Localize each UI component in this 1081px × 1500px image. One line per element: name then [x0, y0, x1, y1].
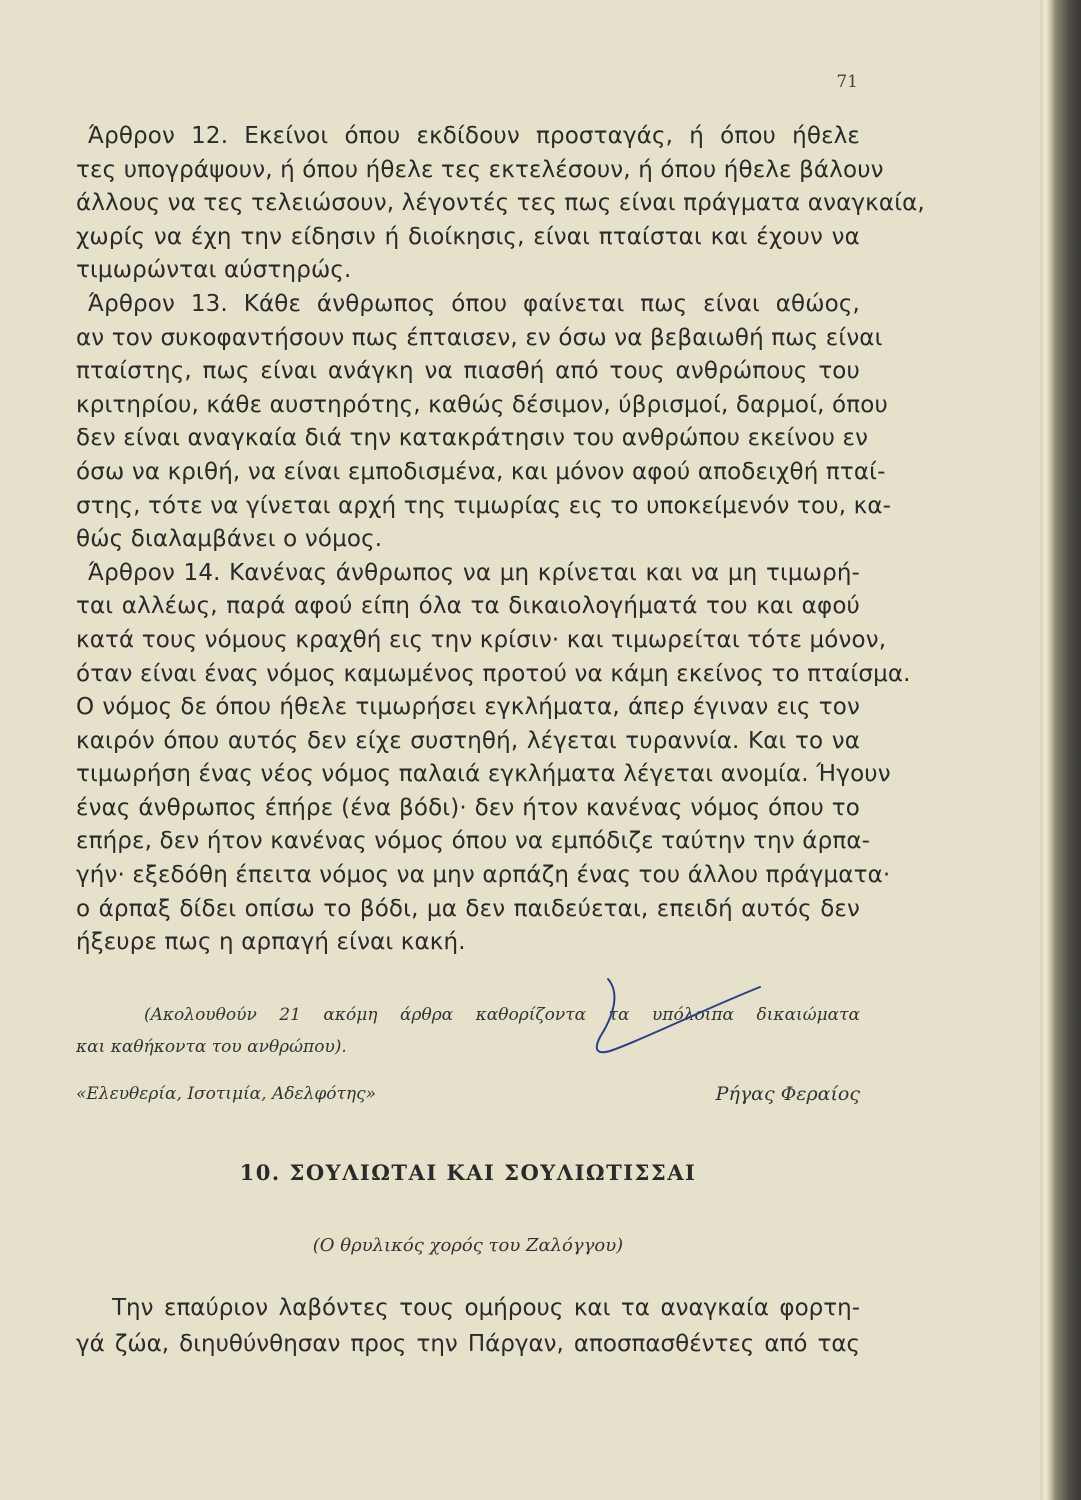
text-line: τιμωρώνται αύστηρώς. — [76, 257, 352, 284]
editor-note-continued: και καθήκοντα του ανθρώπου). — [76, 1037, 347, 1057]
articles-text — [76, 120, 925, 960]
chapter-title: 10. ΣΟΥΛΙΩΤΑΙ ΚΑΙ ΣΟΥΛΙΩΤΙΣΣΑΙ — [239, 1160, 697, 1185]
text-line: Την επαύριον λαβόντες τους ομήρους και τα αναγκαία φορτη- — [112, 1295, 860, 1321]
text-line: γήν· εξεδόθη έπειτα νόμος να μην αρπάζη ένας του άλλου πράγματα· — [76, 862, 891, 889]
text-line: δεν είναι αναγκαία διά την κατακράτησιν του ανθρώπου εκείνου εν — [76, 425, 869, 452]
text-line: όταν είναι ένας νόμος καμωμένος προτού να κάμη εκείνος το πταίσμα. — [76, 660, 911, 687]
text-line: καιρόν όπου αυτός δεν είχε συστηθή, λέγεται τυραννία. Και το να — [76, 727, 860, 754]
text-line: Άρθρον 12. Εκείνοι όπου εκδίδουν προσταγάς, ή όπου ήθελε — [88, 123, 860, 149]
text-line: κριτηρίου, κάθε αυστηρότης, καθώς δέσιμον, ύβρισμοί, δαρμοί, όπου — [76, 391, 888, 418]
text-line: αν τον συκοφαντήσουν πως έπταισεν, εν όσω να βεβαιωθή πως είναι — [76, 324, 883, 351]
text-line: τιμωρήση ένας νέος νόμος παλαιά εγκλήματα λέγεται ανομία. Ήγουν — [76, 761, 891, 788]
text-line: ήξευρε πως η αρπαγή είναι κακή. — [76, 929, 466, 956]
book-edge — [1040, 0, 1081, 1500]
text-line: Άρθρον 13. Κάθε άνθρωπος όπου φαίνεται πως είναι αθώος, — [88, 290, 860, 317]
text-line: άλλους να τες τελειώσουν, λέγοντές τες πως είναι πράγματα αναγκαία, — [76, 190, 925, 217]
text-line: κατά τους νόμους κραχθή εις την κρίσιν· και τιμωρείται τότε μόνον, — [76, 626, 887, 653]
motto: «Ελευθερία, Ισοτιμία, Αδελφότης» — [76, 1084, 377, 1104]
author-signature: Ρήγας Φεραίος — [715, 1083, 860, 1105]
text-line: γά ζώα, διηυθύνθησαν προς την Πάργαν, αποσπασθέντες από τας — [76, 1331, 860, 1357]
text-line: όσω να κριθή, να είναι εμποδισμένα, και μόνον αφού αποδειχθή πταί- — [76, 458, 886, 485]
text-line: πταίστης, πως είναι ανάγκη να πιασθή από τους ανθρώπους του — [76, 358, 860, 385]
text-line: θώς διαλαμβάνει ο νόμος. — [76, 526, 383, 553]
text-line: Ο νόμος δε όπου ήθελε τιμωρήσει εγκλήματα, άπερ έγιναν εις τον — [76, 694, 860, 721]
text-line: Άρθρον 14. Κανένας άνθρωπος να μη κρίνεται και να μη τιμωρή- — [88, 559, 860, 586]
text-line: ο άρπαξ δίδει οπίσω το βόδι, μα δεν παιδεύεται, επειδή αυτός δεν — [76, 895, 860, 922]
chapter-text — [76, 1290, 860, 1362]
editor-note: (Ακολουθούν 21 ακόμη άρθρα καθορίζοντα τα υπόλοιπα δικαιώματα — [144, 1005, 860, 1025]
text-line: ένας άνθρωπος έπήρε (ένα βόδι)· δεν ήτον κανένας νόμος όπου το — [76, 794, 860, 821]
page-number: 71 — [836, 72, 858, 92]
text-line: επήρε, δεν ήτον κανένας νόμος όπου να εμπόδιζε ταύτην την άρπα- — [76, 828, 871, 855]
pen-mark-icon — [580, 975, 770, 1065]
text-line: στης, τότε να γίνεται αρχή της τιμωρίας εις το υποκείμενόν του, κα- — [76, 492, 892, 519]
chapter-subtitle: (Ο θρυλικός χορός του Ζαλόγγου) — [312, 1235, 624, 1256]
text-line: χωρίς να έχη την είδησιν ή διοίκησις, είναι πταίσται και έχουν να — [76, 223, 860, 250]
text-line: τες υπογράψουν, ή όπου ήθελε τες εκτελέσουν, ή όπου ήθελε βάλουν — [76, 156, 884, 183]
text-line: ται αλλέως, παρά αφού είπη όλα τα δικαιολογήματά του και αφού — [76, 593, 860, 620]
